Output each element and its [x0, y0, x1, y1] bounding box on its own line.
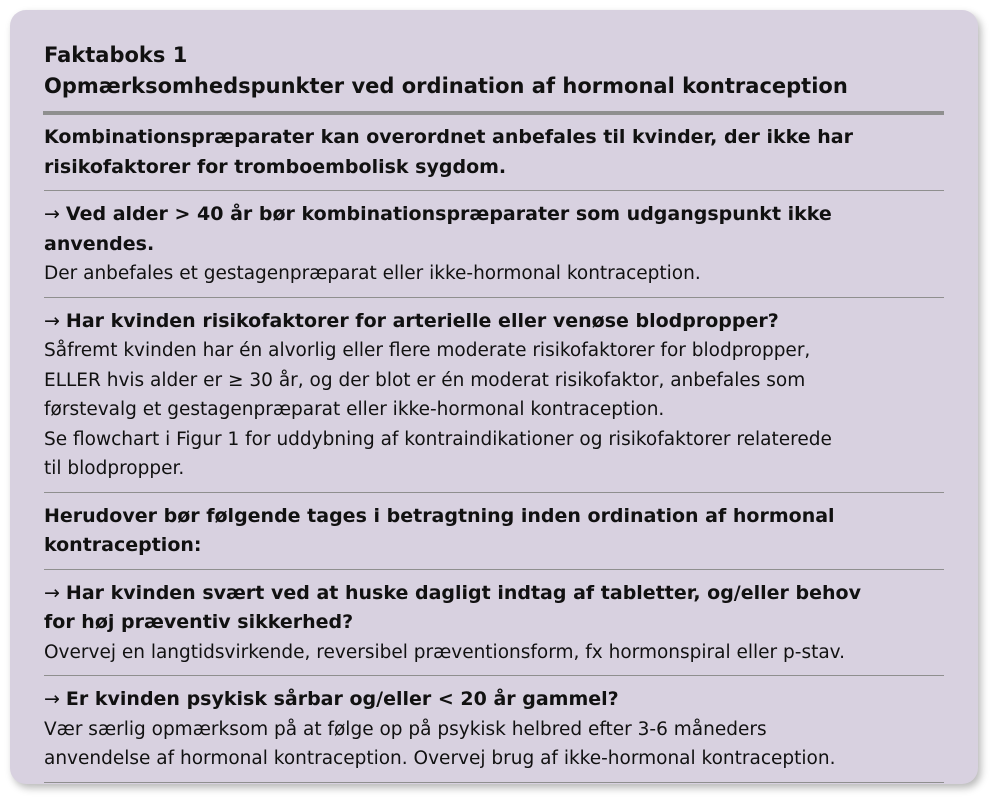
risk-heading: [44, 307, 944, 337]
arrow-icon: →: [44, 688, 60, 710]
risk-section: [44, 307, 944, 493]
age-heading-line-2: anvendes.: [44, 232, 155, 255]
risk-text-line-2: ELLER hvis alder er ≥ 30 år, og der blot er én moderat risikofaktor, anbefales som: [44, 369, 806, 391]
risk-text-line-1: Såfremt kvinden har én alvorlig eller flere moderate risikofaktorer for blodpropper,: [44, 340, 811, 361]
fact-box-heading: Opmærksomhedspunkter ved ordination af hormonal kontraception: [44, 74, 848, 98]
age-recommendation: Der anbefales et gestagenpræparat eller ikke-hormonal kontraception.: [44, 263, 701, 284]
psych-section: [44, 685, 944, 783]
fact-box-number: Faktaboks 1: [44, 43, 188, 67]
intro-line-2: risikofaktorer for tromboembolisk sygdom.: [44, 155, 507, 178]
fact-box-content: [44, 123, 944, 792]
psych-text-line-1: Vær særlig opmærksom på at følge op på psykisk helbred efter 3-6 måneders: [44, 718, 767, 740]
age-heading-line-1: [44, 200, 944, 230]
memory-heading-line-1: [44, 579, 944, 609]
further-section: [44, 502, 944, 570]
psych-heading-text: Er kvinden psykisk sårbar og/eller < 20 år gammel?: [65, 688, 619, 710]
risk-text-line-4: Se flowchart i Figur 1 for uddybning af kontraindikationer og risikofaktorer relaterede: [44, 428, 832, 450]
intro-line-1: Kombinationspræparater kan overordnet anbefales til kvinder, der ikke har: [44, 126, 853, 148]
arrow-icon: →: [44, 581, 60, 604]
memory-section: [44, 579, 944, 677]
memory-recommendation: Overvej en langtidsvirkende, reversibel præventionsform, fx hormonspiral eller p-stav.: [44, 641, 846, 663]
fact-box: [10, 10, 978, 784]
fact-box-title: [44, 40, 944, 102]
psych-text-line-2: anvendelse af hormonal kontraception. Overvej brug af ikke-hormonal kontraception.: [44, 748, 836, 769]
risk-text-line-3: førstevalg et gestagenpræparat eller ikke-hormonal kontraception.: [44, 399, 665, 420]
further-line-1: Herudover bør følgende tages i betragtning inden ordination af hormonal: [44, 504, 835, 527]
further-line-2: kontraception:: [44, 534, 202, 556]
age-heading-text: Ved alder > 40 år bør kombinationspræparater som udgangspunkt ikke: [65, 203, 832, 225]
arrow-icon: →: [44, 309, 60, 332]
age-section: [44, 200, 944, 298]
risk-text-line-5: til blodpropper.: [44, 458, 185, 479]
intro-section: [44, 123, 944, 191]
risk-heading-text: Har kvinden risikofaktorer for arterielle eller venøse blodpropper?: [65, 309, 779, 332]
memory-heading-line-2: for høj præventiv sikkerhed?: [44, 611, 354, 633]
psych-heading: [44, 685, 944, 715]
arrow-icon: →: [44, 203, 60, 225]
memory-heading-text: Har kvinden svært ved at huske dagligt indtag af tabletter, og/eller behov: [65, 581, 861, 604]
title-divider: [43, 111, 944, 115]
